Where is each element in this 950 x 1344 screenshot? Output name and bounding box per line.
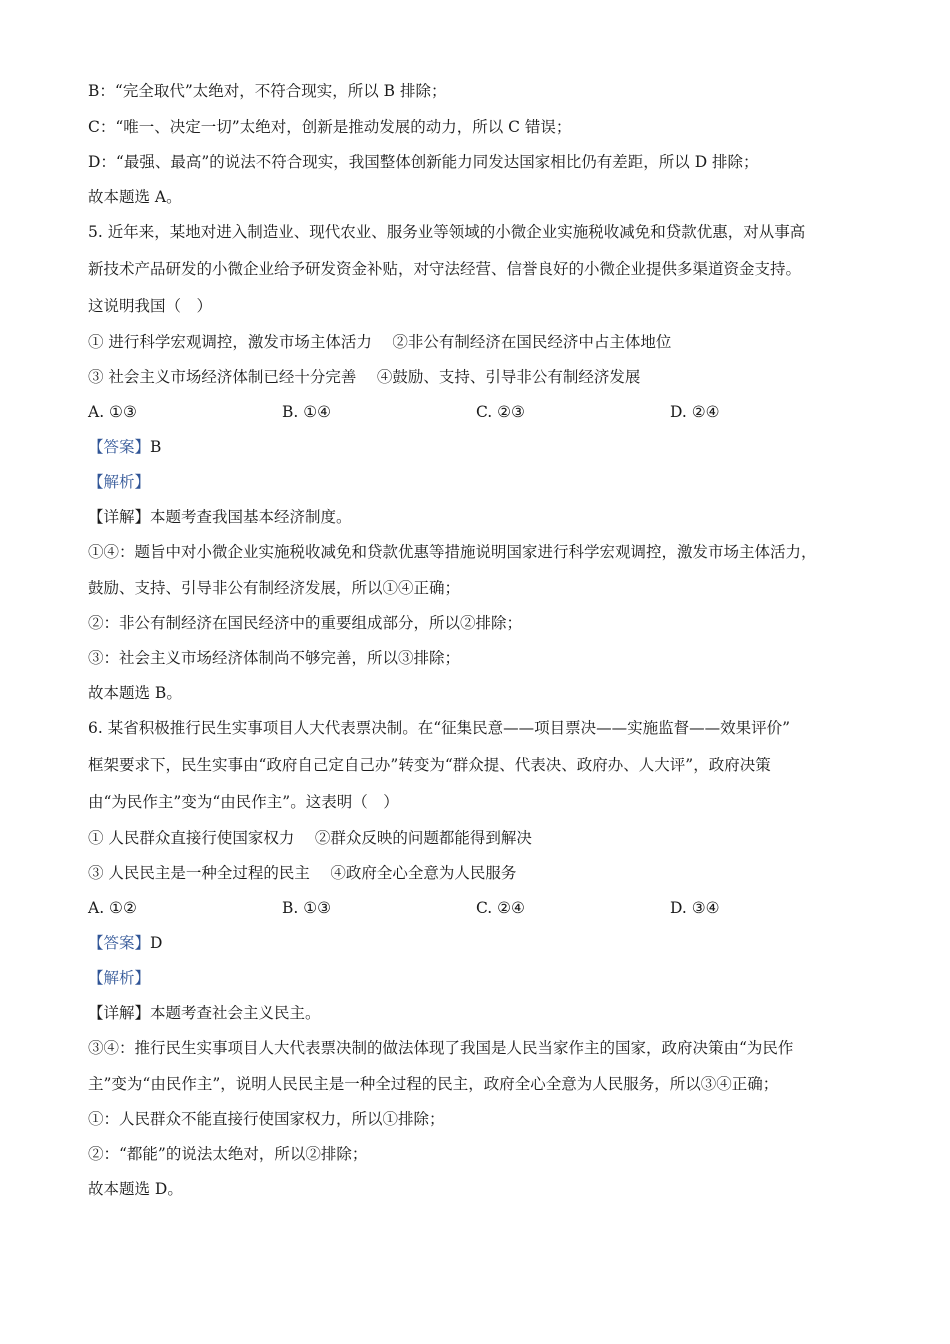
q5-stem-line-2: 新技术产品研发的小微企业给予研发资金补贴，对守法经营、信誉良好的小微企业提供多渠道资金支持。 [88, 260, 802, 278]
q6-stem-line-2: 框架要求下，民生实事由“政府自己定自己办”转变为“群众提、代表决、政府办、人大评”，政府决策 [88, 756, 771, 774]
answer-value: D [150, 934, 163, 952]
q5-explanation-1-line-1: ①④：题旨中对小微企业实施税收减免和贷款优惠等措施说明国家进行科学宏观调控，激发市场主体活力， [88, 543, 817, 561]
q5-option-c: C. ②③ [476, 403, 525, 421]
q4-option-c-explanation: C：“唯一、决定一切”太绝对，创新是推动发展的动力，所以 C 错误； [88, 118, 572, 136]
q4-option-b-explanation: B：“完全取代”太绝对，不符合现实，所以 B 排除； [88, 82, 447, 100]
q6-detail: 【详解】本题考查社会主义民主。 [88, 1004, 321, 1022]
q5-explanation-3: ③：社会主义市场经济体制尚不够完善，所以③排除； [88, 649, 461, 667]
q6-statements-line-2: ③ 人民民主是一种全过程的民主 ④政府全心全意为人民服务 [88, 864, 517, 882]
q6-explanation-1-line-1: ③④：推行民生实事项目人大代表票决制的做法体现了我国是人民当家作主的国家，政府决策由“为民作 [88, 1039, 794, 1057]
q5-explanation-2: ②：非公有制经济在国民经济中的重要组成部分，所以②排除； [88, 614, 523, 632]
q5-statements-line-2: ③ 社会主义市场经济体制已经十分完善 ④鼓励、支持、引导非公有制经济发展 [88, 368, 641, 386]
q5-answer [88, 437, 161, 457]
q5-option-a: A. ①③ [88, 403, 137, 421]
q5-option-d: D. ②④ [670, 403, 720, 421]
q5-stem-line-3: 这说明我国（ ） [88, 297, 213, 315]
q4-conclusion: 故本题选 A。 [88, 188, 182, 206]
q6-statements-line-1: ① 人民群众直接行使国家权力 ②群众反映的问题都能得到解决 [88, 829, 532, 847]
q5-option-b: B. ①④ [282, 403, 332, 421]
q6-explanation-1-line-2: 主”变为“由民作主”，说明人民民主是一种全过程的民主，政府全心全意为人民服务，所以③④正确； [88, 1075, 779, 1093]
q6-explanation-2: ①：人民群众不能直接行使国家权力，所以①排除； [88, 1110, 445, 1128]
q6-stem-line-3: 由“为民作主”变为“由民作主”。这表明（ ） [88, 793, 399, 811]
q5-analysis-tag: 【解析】 [88, 473, 151, 491]
q5-detail: 【详解】本题考查我国基本经济制度。 [88, 508, 352, 526]
answer-value: B [150, 438, 162, 456]
answer-tag: 【答案】 [88, 438, 151, 456]
q6-option-a: A. ①② [88, 899, 137, 917]
q6-analysis-tag: 【解析】 [88, 969, 151, 987]
q6-answer [88, 933, 162, 953]
q5-statements-line-1: ① 进行科学宏观调控，激发市场主体活力 ②非公有制经济在国民经济中占主体地位 [88, 333, 672, 351]
q6-stem-line-1: 6. 某省积极推行民生实事项目人大代表票决制。在“征集民意——项目票决——实施监督——效果评价” [88, 719, 791, 737]
q5-stem-line-1: 5. 近年来，某地对进入制造业、现代农业、服务业等领域的小微企业实施税收减免和贷款优惠，对从事高 [88, 223, 806, 241]
answer-tag: 【答案】 [88, 934, 151, 952]
q6-option-c: C. ②④ [476, 899, 525, 917]
q4-option-d-explanation: D：“最强、最高”的说法不符合现实，我国整体创新能力同发达国家相比仍有差距，所以 D 排除； [88, 153, 759, 171]
q6-conclusion: 故本题选 D。 [88, 1180, 183, 1198]
q6-option-d: D. ③④ [670, 899, 720, 917]
q6-explanation-3: ②：“都能”的说法太绝对，所以②排除； [88, 1145, 368, 1163]
q5-conclusion: 故本题选 B。 [88, 684, 182, 702]
q5-explanation-1-line-2: 鼓励、支持、引导非公有制经济发展，所以①④正确； [88, 579, 461, 597]
q6-option-b: B. ①③ [282, 899, 332, 917]
